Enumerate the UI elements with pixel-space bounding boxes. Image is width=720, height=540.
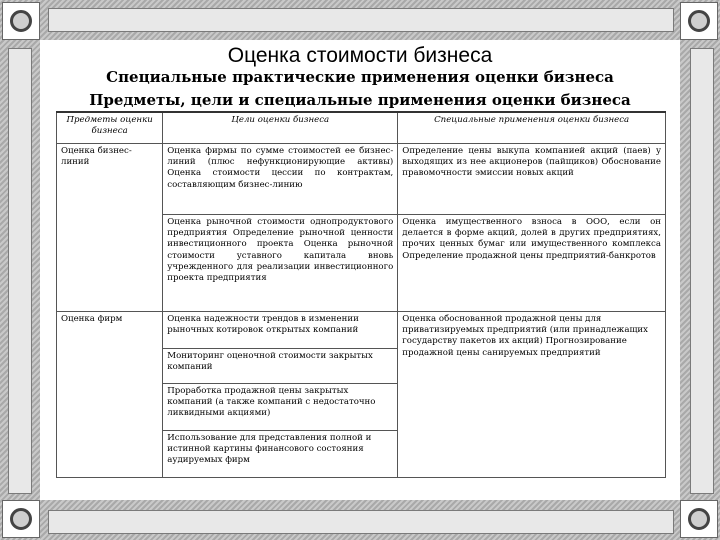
row-goal: Оценка фирмы по сумме стоимостей ее бизнес-линий (плюс нефункционирующие активы) Оценка стоимости цессии по контрактам, составляющим бизнес-линию <box>163 144 398 215</box>
table-caption: Предметы, цели и специальные применения оценки бизнеса <box>89 91 631 109</box>
frame-inner-bottom <box>48 510 674 534</box>
row-goals-group <box>163 312 398 478</box>
row-application: Оценка обоснованной продажной цены для приватизируемых предприятий (или принадлежащих государству пакетов их акций) Прогнозирование продажной цены санируемых предприятий <box>398 312 666 478</box>
row-application: Определение цены выкупа компанией акций (паев) у выходящих из нее акционеров (пайщиков) Обоснование правомочности эмиссии новых акций <box>398 144 666 215</box>
row-subject: Оценка фирм <box>57 312 163 478</box>
row-goal: Проработка продажной цены закрытых компаний (а также компаний с недостаточно ликвидными акциями) <box>163 384 397 431</box>
slide-content <box>40 40 680 500</box>
row-goal: Оценка рыночной стоимости однопродуктового предприятия Определение рыночной ценности инвестиционного проекта Оценка рыночной стоимости уставного капитала вновь учрежденного для реализации инвестиционного проекта предприятия <box>163 215 398 312</box>
frame-inner-left <box>8 48 32 494</box>
table-header-row <box>57 112 666 144</box>
table-row <box>57 312 666 478</box>
slide-subtitle: Специальные практические применения оценки бизнеса <box>106 68 614 86</box>
frame-inner-top <box>48 8 674 32</box>
row-goal: Использование для представления полной и истинной картины финансового состояния аудируемых фирм <box>167 433 372 466</box>
row-subject: Оценка бизнес-линий <box>57 144 163 312</box>
frame-inner-right <box>690 48 714 494</box>
table-row <box>57 144 666 215</box>
header-subjects: Предметы оценки бизнеса <box>57 112 163 144</box>
row-application: Оценка имущественного взноса в ООО, если он делается в форме акций, долей в других предприятиях, прочих ценных бумаг или имущественного комплекса Определение продажной цены предприятий-банкротов <box>398 215 666 312</box>
corner-bolt-icon <box>2 2 40 40</box>
row-goal: Оценка надежности трендов в изменении рыночных котировок открытых компаний <box>163 312 397 349</box>
corner-bolt-icon <box>680 2 718 40</box>
header-goals: Цели оценки бизнеса <box>163 112 398 144</box>
row-goal: Мониторинг оценочной стоимости закрытых компаний <box>163 349 397 384</box>
corner-bolt-icon <box>2 500 40 538</box>
business-valuation-table <box>56 111 666 478</box>
corner-bolt-icon <box>680 500 718 538</box>
header-applications: Специальные применения оценки бизнеса <box>398 112 666 144</box>
slide-title: Оценка стоимости бизнеса <box>227 44 493 67</box>
